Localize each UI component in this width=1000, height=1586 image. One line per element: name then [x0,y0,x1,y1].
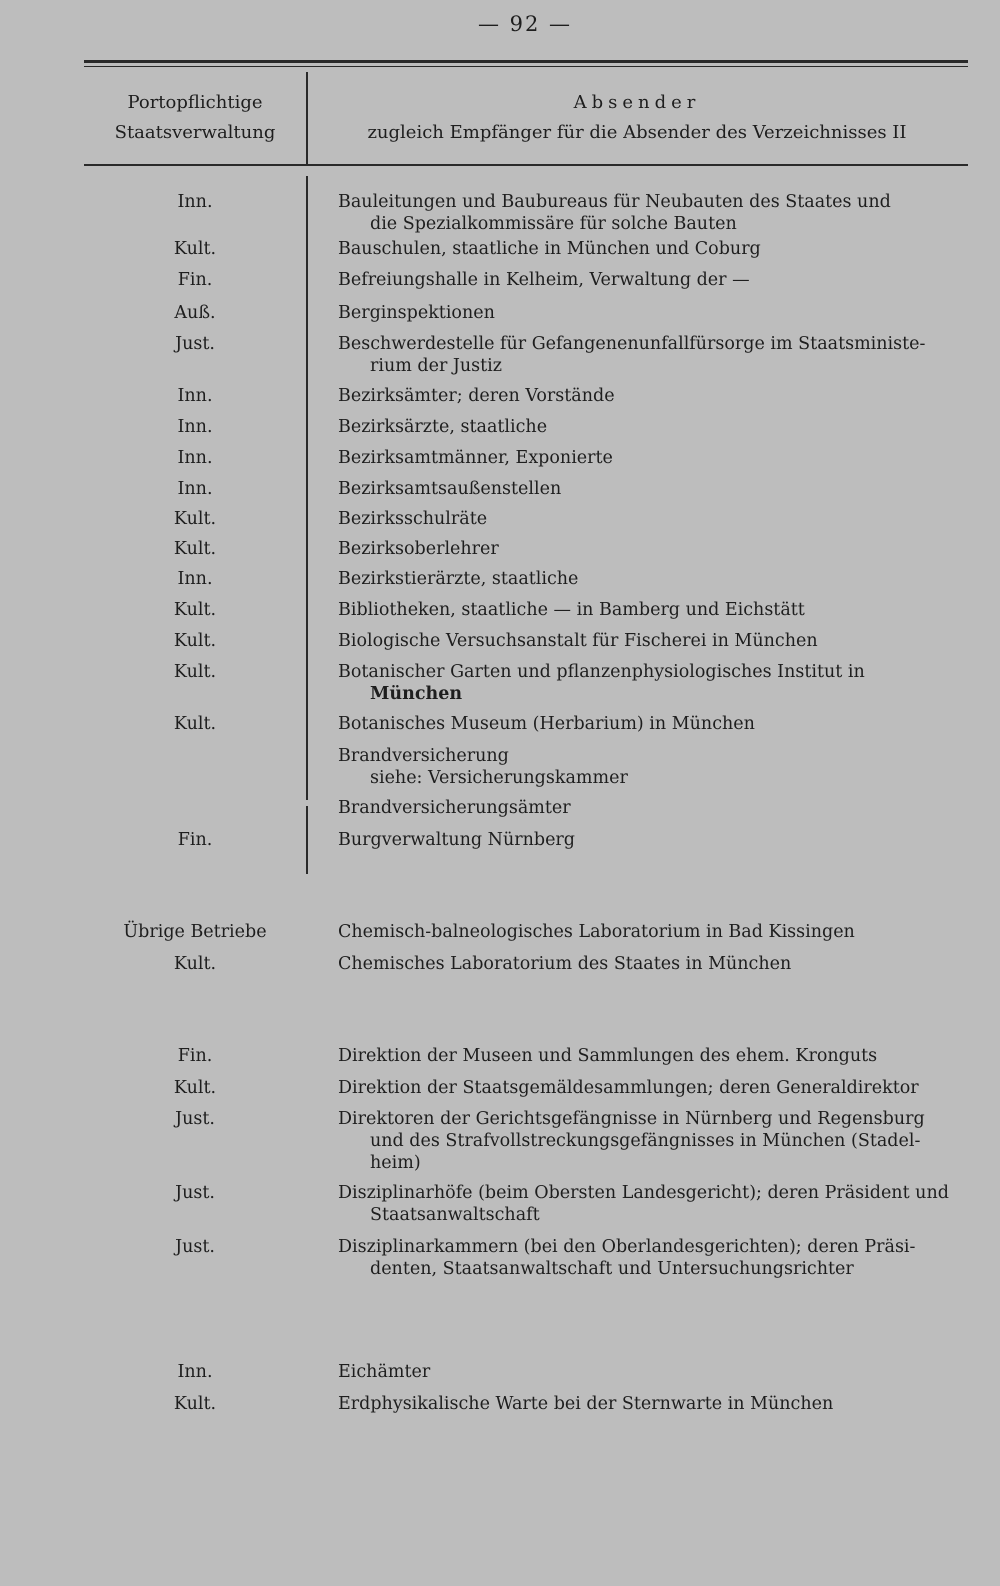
row-ministry: Übrige Betriebe [123,922,267,942]
row-sender: Eichämter [338,1362,431,1382]
row-sender: Bezirksärzte, staatliche [338,417,548,437]
row-ministry: Auß. [174,303,216,323]
header-column-separator [306,72,308,164]
column-separator-2 [306,806,308,874]
row-sender: Direktion der Staatsgemäldesammlungen; deren Generaldirektor [338,1078,919,1098]
row-sender: Erdphysikalische Warte bei der Sternwarte in München [338,1394,834,1414]
row-ministry: Kult. [173,954,217,974]
row-sender: Botanischer Garten und pflanzenphysiologisches Institut in München [338,662,865,704]
row-ministry: Fin. [177,270,213,290]
row-sender: Bezirksamtsaußenstellen [338,479,562,499]
header-right-line1: Absender [573,92,701,113]
row-sender: Bezirksschulräte [338,509,488,529]
top-rule-thick [84,60,968,63]
row-sender: Bezirksoberlehrer [338,539,499,559]
row-ministry: Just. [175,1237,215,1257]
row-sender: Direktion der Museen und Sammlungen des ehem. Kronguts [338,1046,878,1066]
row-ministry: Inn. [177,448,213,468]
row-sender: Bezirksämter; deren Vorstände [338,386,615,406]
row-ministry: Just. [175,1109,215,1129]
row-ministry: Inn. [177,1362,213,1382]
column-separator-1 [306,176,308,800]
row-ministry: Inn. [177,479,213,499]
row-sender: Chemisches Laboratorium des Staates in München [338,954,792,974]
row-ministry: Kult. [173,1078,217,1098]
row-sender: Botanisches Museum (Herbarium) in München [338,714,755,734]
row-ministry: Kult. [173,239,217,259]
header-left [84,88,306,148]
header-left-line1: Portopflichtige [127,92,263,113]
row-sender: Bauleitungen und Baubureaus für Neubauten des Staates und die Spezialkommissäre für solche Bauten [338,192,891,234]
header-rule [84,164,968,166]
row-sender: Disziplinarhöfe (beim Obersten Landesgericht); deren Präsident und Staatsanwaltschaft [338,1183,949,1225]
row-ministry: Inn. [177,417,213,437]
row-sender: Burgverwaltung Nürnberg [338,830,576,850]
row-sender: Biologische Versuchsanstalt für Fischerei in München [338,631,818,651]
row-ministry: Inn. [177,386,213,406]
header-left-line2: Staatsverwaltung [114,122,276,143]
row-sender: Brandversicherungsämter [338,798,571,818]
row-sender: Beschwerdestelle für Gefangenenunfallfürsorge im Staatsministe- rium der Justiz [338,334,926,376]
row-sender: Disziplinarkammern (bei den Oberlandesgerichten); deren Präsi- denten, Staatsanwaltschaft und Untersuchungsrichter [338,1237,916,1279]
row-sender: Direktoren der Gerichtsgefängnisse in Nürnberg und Regensburg und des Strafvollstreckungsgefängnisses in München (Stadel- heim) [338,1109,925,1173]
row-ministry: Fin. [177,830,213,850]
header-right [312,88,962,148]
row-sender: Bibliotheken, staatliche — in Bamberg und Eichstätt [338,600,805,620]
row-sender: Chemisch-balneologisches Laboratorium in Bad Kissingen [338,922,855,942]
page-number: — 92 — [477,12,573,36]
header-right-line2: zugleich Empfänger für die Absender des Verzeichnisses II [367,122,907,143]
row-ministry: Kult. [173,509,217,529]
row-ministry: Kult. [173,631,217,651]
row-ministry: Inn. [177,192,213,212]
row-sender: Bauschulen, staatliche in München und Coburg [338,239,761,259]
row-ministry: Kult. [173,714,217,734]
row-ministry: Inn. [177,569,213,589]
row-ministry: Kult. [173,539,217,559]
top-rule-thin [84,66,968,67]
row-ministry: Kult. [173,1394,217,1414]
row-sender: Berginspektionen [338,303,495,323]
row-ministry: Fin. [177,1046,213,1066]
row-sender: Befreiungshalle in Kelheim, Verwaltung der — [338,270,750,290]
row-ministry: Just. [175,1183,215,1203]
row-sender: Bezirkstierärzte, staatliche [338,569,579,589]
row-sender: Brandversicherung siehe: Versicherungskammer [338,746,628,788]
row-ministry: Kult. [173,662,217,682]
row-ministry: Kult. [173,600,217,620]
row-sender: Bezirksamtmänner, Exponierte [338,448,613,468]
row-ministry: Just. [175,334,215,354]
